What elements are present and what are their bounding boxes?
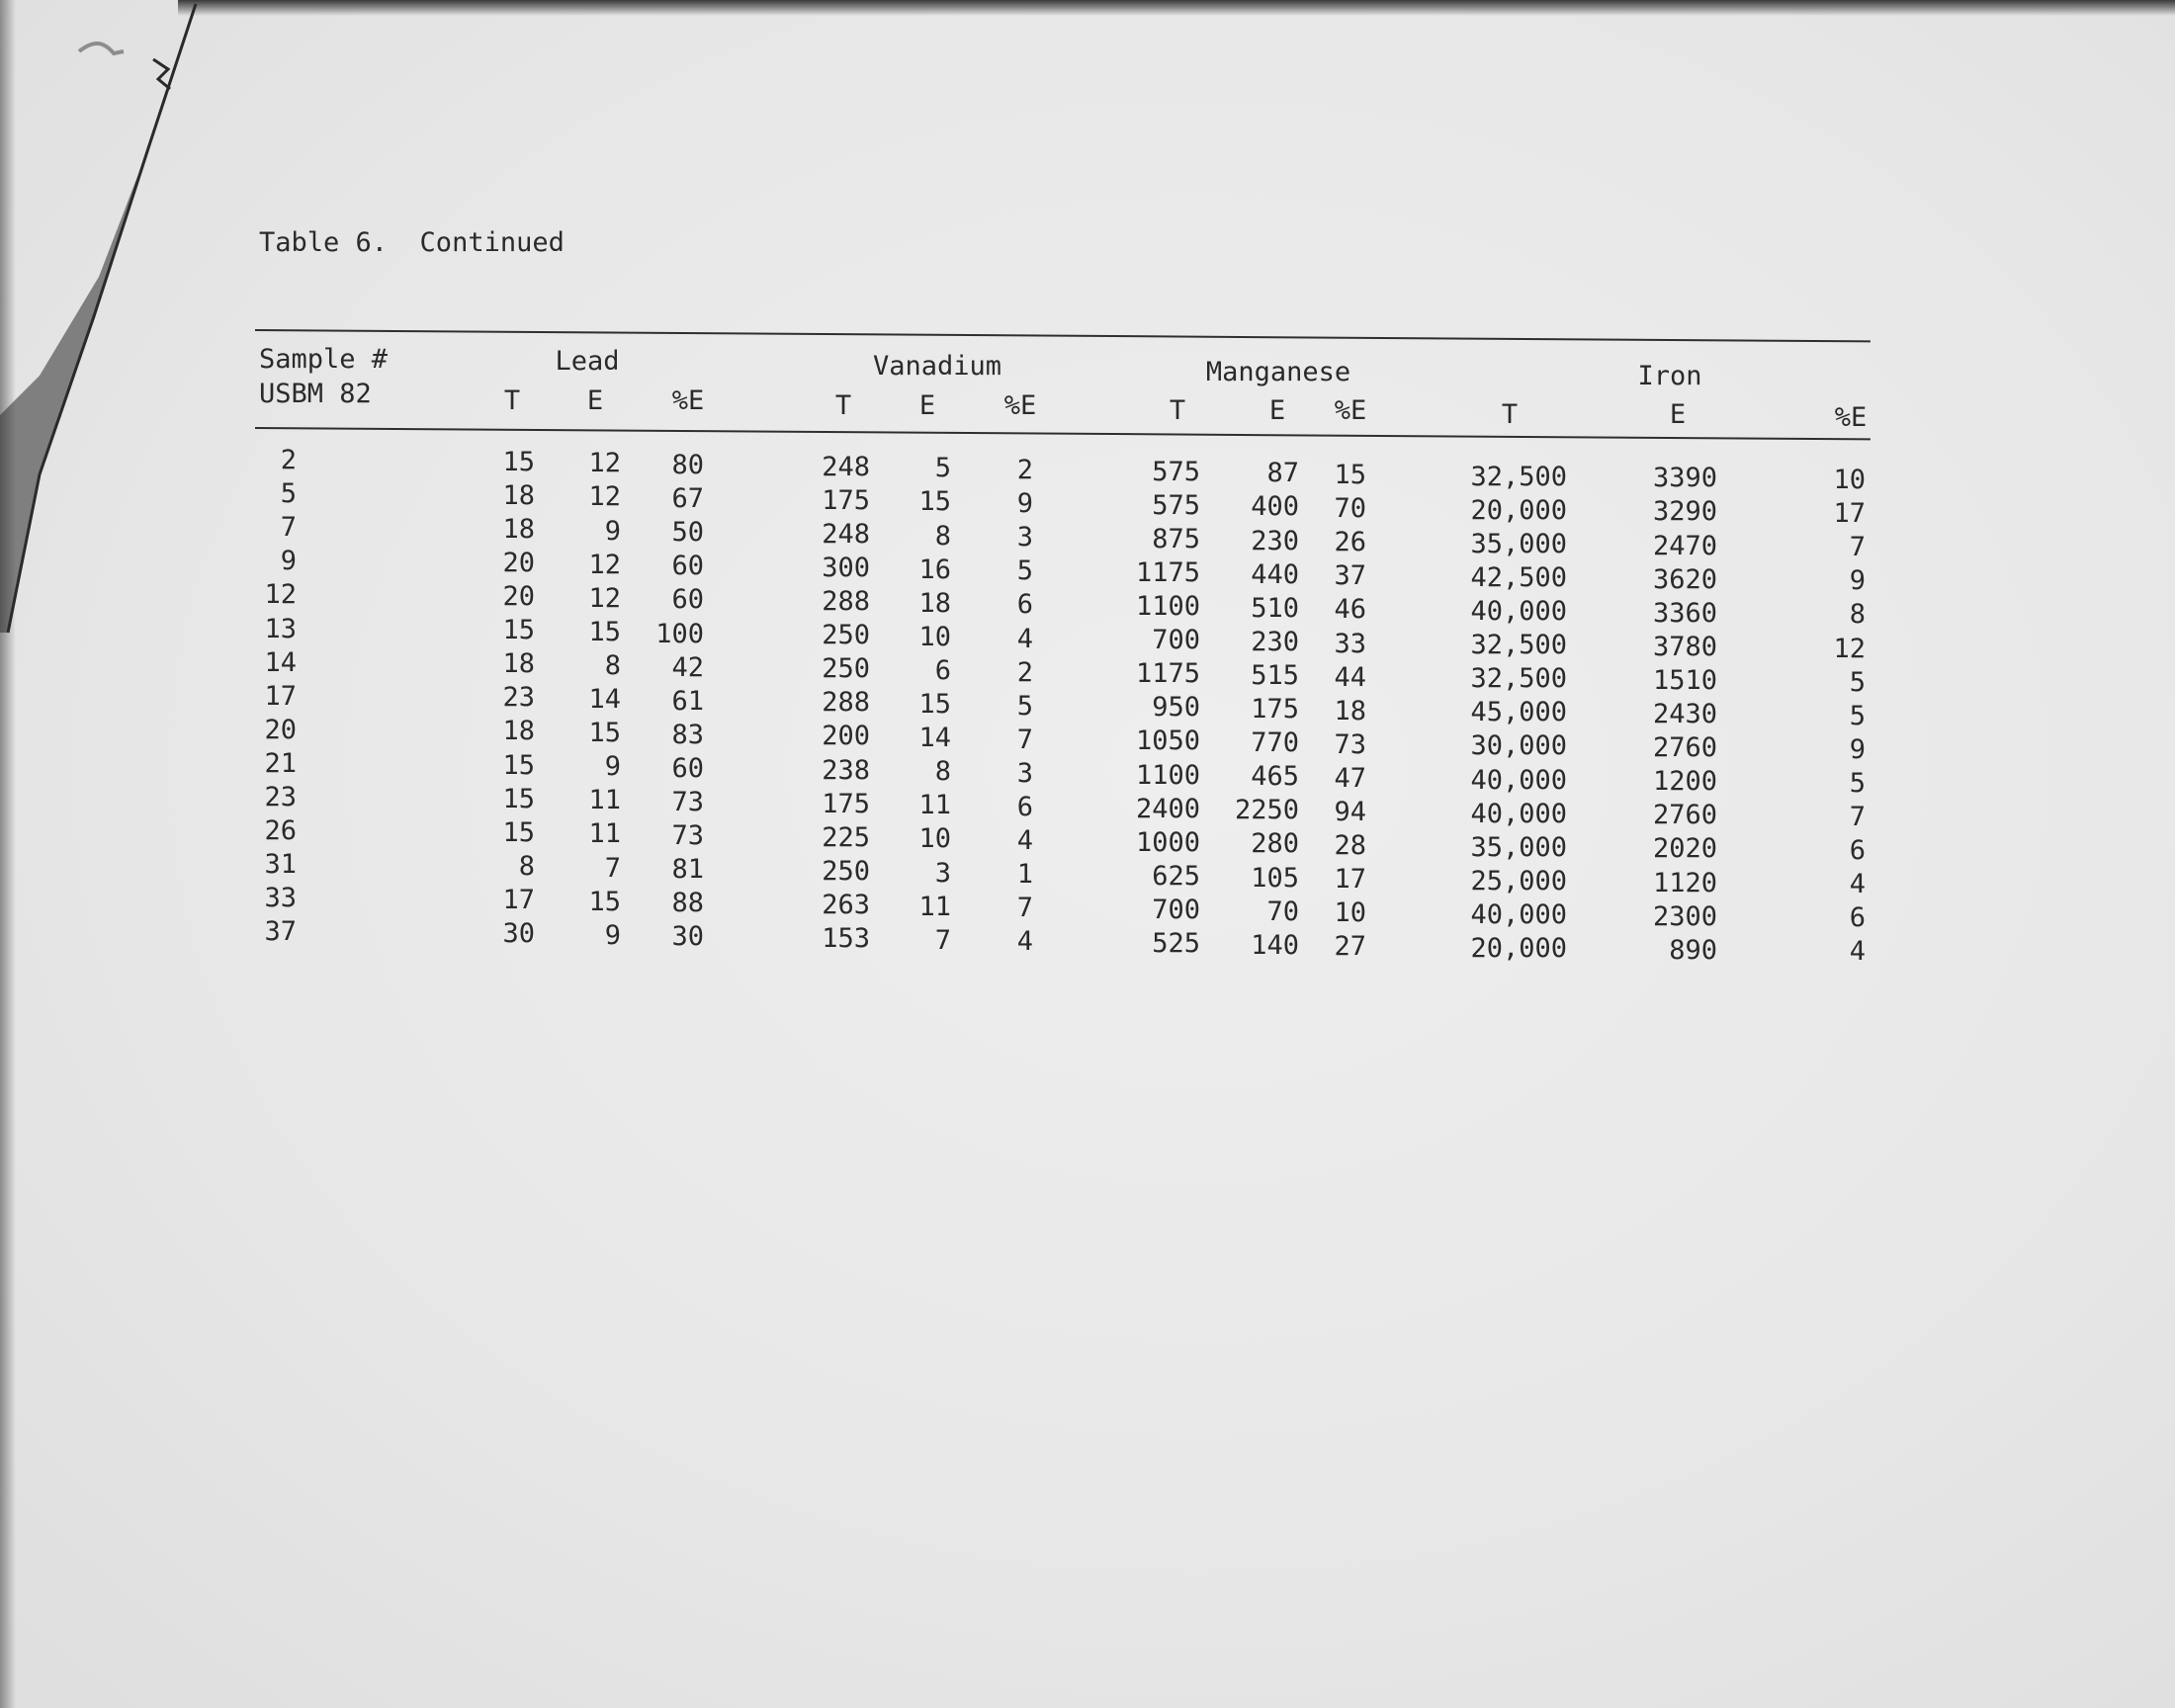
table-cell: 30 (671, 921, 704, 953)
sample-number-cell: 17 (264, 680, 297, 712)
table-cell: 153 (822, 923, 870, 955)
table-cell: 26 (1334, 527, 1366, 558)
table-cell: 5 (934, 453, 951, 484)
table-cell: 510 (1251, 592, 1299, 624)
table-cell: 250 (822, 653, 870, 685)
table-cell: 525 (1152, 928, 1200, 960)
table-cell: 7 (1016, 724, 1033, 755)
table-cell: 32,500 (1470, 461, 1567, 492)
table-cell: 225 (822, 821, 870, 853)
table-cell: 8 (934, 520, 951, 552)
sample-number-cell: 5 (280, 478, 297, 510)
table-cell: 9 (1849, 733, 1866, 765)
table-cell: 400 (1251, 491, 1299, 523)
table-cell: 10 (1833, 465, 1866, 495)
table-cell: 288 (822, 687, 870, 719)
table-cell: 9 (604, 751, 621, 783)
table-cell: 73 (671, 787, 704, 817)
table-cell: 1050 (1135, 726, 1200, 757)
table-cell: 248 (822, 451, 870, 482)
table-cell: 700 (1152, 894, 1200, 925)
sample-number-cell: 14 (264, 646, 297, 678)
table-cell: 3780 (1652, 631, 1717, 662)
table-cell: 230 (1251, 525, 1299, 556)
group-header-manganese: Manganese (1205, 357, 1351, 387)
table-cell: 44 (1334, 661, 1366, 693)
table-cell: 16 (918, 554, 951, 585)
table-cell: 5 (1849, 767, 1866, 799)
table-cell: 2300 (1652, 900, 1717, 932)
table-cell: 88 (671, 888, 704, 919)
table-cell: 1175 (1135, 556, 1200, 588)
table-cell: 37 (1334, 560, 1366, 592)
table-cell: 40,000 (1470, 798, 1567, 829)
table-cell: 105 (1251, 862, 1299, 894)
table-cell: 2 (1016, 455, 1033, 485)
table-cell: 40,000 (1470, 764, 1567, 796)
table-cell: 50 (671, 517, 704, 549)
table-cell: 4 (1016, 825, 1033, 857)
table-cell: 515 (1251, 659, 1299, 691)
table-cell: 2470 (1652, 530, 1717, 561)
table-cell: 15 (502, 446, 535, 477)
table-cell: 6 (1016, 792, 1033, 822)
table-cell: 1510 (1652, 664, 1717, 696)
table-cell: 3390 (1652, 463, 1717, 494)
table-cell: 9 (604, 919, 621, 951)
table-cell: 15 (502, 615, 535, 646)
table-cell: 27 (1334, 931, 1366, 963)
corner-smudge (74, 22, 183, 101)
table-cell: 12 (588, 549, 621, 580)
table-cell: 12 (1833, 633, 1866, 664)
table-cell: 8 (604, 649, 621, 681)
sample-number-cell: 13 (264, 613, 297, 644)
table-cell: 6 (1849, 902, 1866, 934)
table-cell: 2020 (1652, 833, 1717, 865)
table-cell: 45,000 (1470, 697, 1567, 728)
table-cell: 32,500 (1470, 630, 1567, 661)
table-cell: 230 (1251, 626, 1299, 657)
table-cell: 3290 (1652, 496, 1717, 528)
table-cell: 250 (822, 855, 870, 887)
table-cell: 175 (1251, 694, 1299, 726)
table-cell: 30,000 (1470, 730, 1567, 762)
table-cell: 15 (1334, 460, 1366, 490)
sample-number-cell: 20 (264, 714, 297, 745)
column-subheader: %E (1334, 395, 1367, 426)
table-cell: 70 (1334, 493, 1366, 525)
table-cell: 9 (1849, 565, 1866, 597)
table-cell: 17 (1833, 498, 1866, 530)
table-cell: 875 (1152, 523, 1200, 555)
table-cell: 67 (671, 483, 704, 515)
table-cell: 100 (655, 618, 704, 649)
table-cell: 7 (1849, 532, 1866, 563)
table-cell: 47 (1334, 762, 1366, 794)
sample-number-cell: 12 (264, 579, 297, 611)
table-cell: 18 (502, 648, 535, 680)
column-subheader: %E (1003, 390, 1037, 421)
group-header-vanadium: Vanadium (872, 351, 1002, 382)
column-subheader: E (1268, 395, 1286, 426)
sample-number-cell: 26 (264, 815, 297, 847)
table-cell: 20,000 (1470, 494, 1567, 526)
table-cell: 32,500 (1470, 663, 1567, 695)
table-cell: 465 (1251, 761, 1299, 793)
table-cell: 18 (918, 587, 951, 619)
table-cell: 1200 (1652, 766, 1717, 798)
table-cell: 1 (1016, 859, 1033, 891)
table-cell: 3 (934, 857, 951, 889)
table-cell: 6 (1016, 589, 1033, 621)
table-cell: 575 (1152, 489, 1200, 521)
table-cell: 18 (502, 716, 535, 747)
table-cell: 25,000 (1470, 865, 1567, 897)
table-cell: 35,000 (1470, 831, 1567, 863)
column-subheader: T (1501, 399, 1519, 430)
table-cell: 5 (1849, 666, 1866, 698)
table-cell: 4 (1849, 936, 1866, 968)
table-cell: 35,000 (1470, 528, 1567, 559)
table-cell: 175 (822, 788, 870, 819)
table-cell: 17 (502, 884, 535, 915)
table-cell: 238 (822, 754, 870, 786)
table-cell: 20 (502, 581, 535, 613)
table-cell: 15 (588, 616, 621, 647)
table-cell: 15 (502, 816, 535, 848)
table-cell: 42,500 (1470, 561, 1567, 593)
table-cell: 70 (1266, 896, 1299, 927)
group-header-iron: Iron (1637, 361, 1702, 391)
column-subheader: T (834, 390, 852, 421)
table-top-rule (255, 329, 1870, 342)
table-cell: 6 (934, 654, 951, 686)
table-cell: 140 (1251, 929, 1299, 961)
table-cell: 7 (1849, 802, 1866, 832)
table-cell: 15 (588, 718, 621, 749)
table-cell: 40,000 (1470, 898, 1567, 930)
table-cell: 1175 (1135, 658, 1200, 690)
sample-number-cell: 37 (264, 916, 297, 948)
sample-number-cell: 21 (264, 747, 297, 779)
table-cell: 575 (1152, 456, 1200, 487)
table-cell: 7 (934, 924, 951, 956)
table-cell: 42 (671, 651, 704, 683)
table-cell: 12 (588, 582, 621, 614)
table-cell: 2760 (1652, 732, 1717, 764)
table-cell: 60 (671, 584, 704, 616)
table-cell: 15 (918, 486, 951, 518)
table-cell: 263 (822, 889, 870, 920)
table-cell: 2 (1016, 656, 1033, 688)
table-cell: 11 (918, 891, 951, 922)
sample-header-line1: Sample # (259, 344, 389, 375)
sample-number-cell: 2 (280, 445, 297, 475)
column-subheader: E (918, 390, 936, 421)
table-cell: 3 (1016, 522, 1033, 554)
table-cell: 20 (502, 547, 535, 578)
table-cell: 4 (1016, 623, 1033, 654)
table-cell: 18 (1334, 695, 1366, 726)
table-cell: 8 (1849, 599, 1866, 631)
table-cell: 30 (502, 918, 535, 950)
table-cell: 18 (502, 479, 535, 511)
table-cell: 3 (1016, 757, 1033, 789)
sample-number-cell: 9 (280, 546, 297, 577)
table-cell: 10 (918, 823, 951, 855)
table-cell: 87 (1266, 458, 1299, 489)
table-cell: 1120 (1652, 867, 1717, 898)
table-cell: 950 (1152, 692, 1200, 724)
table-cell: 200 (822, 721, 870, 752)
table-cell: 11 (588, 785, 621, 816)
table-cell: 5 (1016, 555, 1033, 587)
table-cell: 15 (588, 886, 621, 917)
table-cell: 73 (1334, 728, 1366, 760)
table-cell: 15 (918, 689, 951, 721)
table-cell: 5 (1849, 700, 1866, 731)
sample-number-cell: 33 (264, 883, 297, 914)
table-cell: 1100 (1135, 759, 1200, 791)
table-cell: 12 (588, 481, 621, 513)
column-subheader: T (1169, 395, 1186, 426)
page-top-shadow (178, 0, 2175, 16)
column-subheader: T (503, 385, 521, 416)
sample-number-cell: 31 (264, 849, 297, 881)
table-cell: 14 (588, 684, 621, 716)
table-cell: 33 (1334, 628, 1366, 659)
column-subheader: E (586, 385, 604, 416)
table-cell: 3360 (1652, 597, 1717, 629)
table-cell: 40,000 (1470, 596, 1567, 628)
table-cell: 700 (1152, 625, 1200, 656)
table-cell: 248 (822, 518, 870, 550)
table-cell: 94 (1334, 797, 1366, 827)
table-cell: 80 (671, 450, 704, 480)
table-cell: 11 (918, 790, 951, 821)
table-cell: 1000 (1135, 826, 1200, 858)
table-title: Table 6. Continued (259, 227, 565, 258)
table-cell: 9 (1016, 488, 1033, 520)
table-cell: 28 (1334, 830, 1366, 862)
table-header-rule (255, 427, 1870, 440)
table-cell: 4 (1849, 869, 1866, 900)
table-cell: 15 (502, 749, 535, 781)
table-cell: 60 (671, 752, 704, 784)
table-cell: 61 (671, 685, 704, 717)
table-cell: 73 (671, 820, 704, 852)
table-cell: 20,000 (1470, 933, 1567, 965)
table-cell: 2760 (1652, 800, 1717, 831)
table-cell: 2430 (1652, 699, 1717, 730)
table-cell: 10 (918, 621, 951, 652)
table-cell: 3620 (1652, 563, 1717, 595)
table-cell: 625 (1152, 860, 1200, 892)
table-cell: 11 (588, 818, 621, 850)
table-cell: 288 (822, 586, 870, 618)
table-cell: 18 (502, 513, 535, 545)
column-subheader: E (1669, 399, 1687, 430)
table-cell: 23 (502, 682, 535, 714)
table-cell: 6 (1849, 835, 1866, 867)
sample-number-cell: 23 (264, 782, 297, 812)
table-cell: 5 (1016, 690, 1033, 722)
table-cell: 890 (1669, 934, 1717, 966)
table-cell: 8 (934, 756, 951, 788)
table-cell: 10 (1334, 897, 1366, 929)
table-cell: 250 (822, 620, 870, 651)
table-cell: 83 (671, 719, 704, 750)
column-subheader: %E (1834, 402, 1868, 433)
table-cell: 175 (822, 484, 870, 516)
table-cell: 46 (1334, 594, 1366, 626)
table-cell: 81 (671, 854, 704, 886)
group-header-lead: Lead (555, 346, 620, 377)
table-cell: 1100 (1135, 591, 1200, 623)
table-cell: 9 (604, 515, 621, 547)
table-cell: 14 (918, 723, 951, 754)
table-cell: 7 (1016, 893, 1033, 924)
table-cell: 60 (671, 551, 704, 582)
sample-number-cell: 7 (280, 512, 297, 544)
table-cell: 440 (1251, 558, 1299, 590)
table-cell: 2250 (1234, 795, 1299, 826)
table-cell: 4 (1016, 926, 1033, 958)
sample-header-line2: USBM 82 (259, 379, 372, 409)
table-cell: 2400 (1135, 793, 1200, 824)
table-cell: 17 (1334, 864, 1366, 896)
table-cell: 12 (588, 448, 621, 479)
table-cell: 7 (604, 852, 621, 884)
column-subheader: %E (671, 385, 705, 416)
table-cell: 15 (502, 783, 535, 814)
table-cell: 8 (518, 850, 535, 882)
table-cell: 300 (822, 552, 870, 583)
table-cell: 770 (1251, 727, 1299, 759)
table-cell: 280 (1251, 828, 1299, 860)
